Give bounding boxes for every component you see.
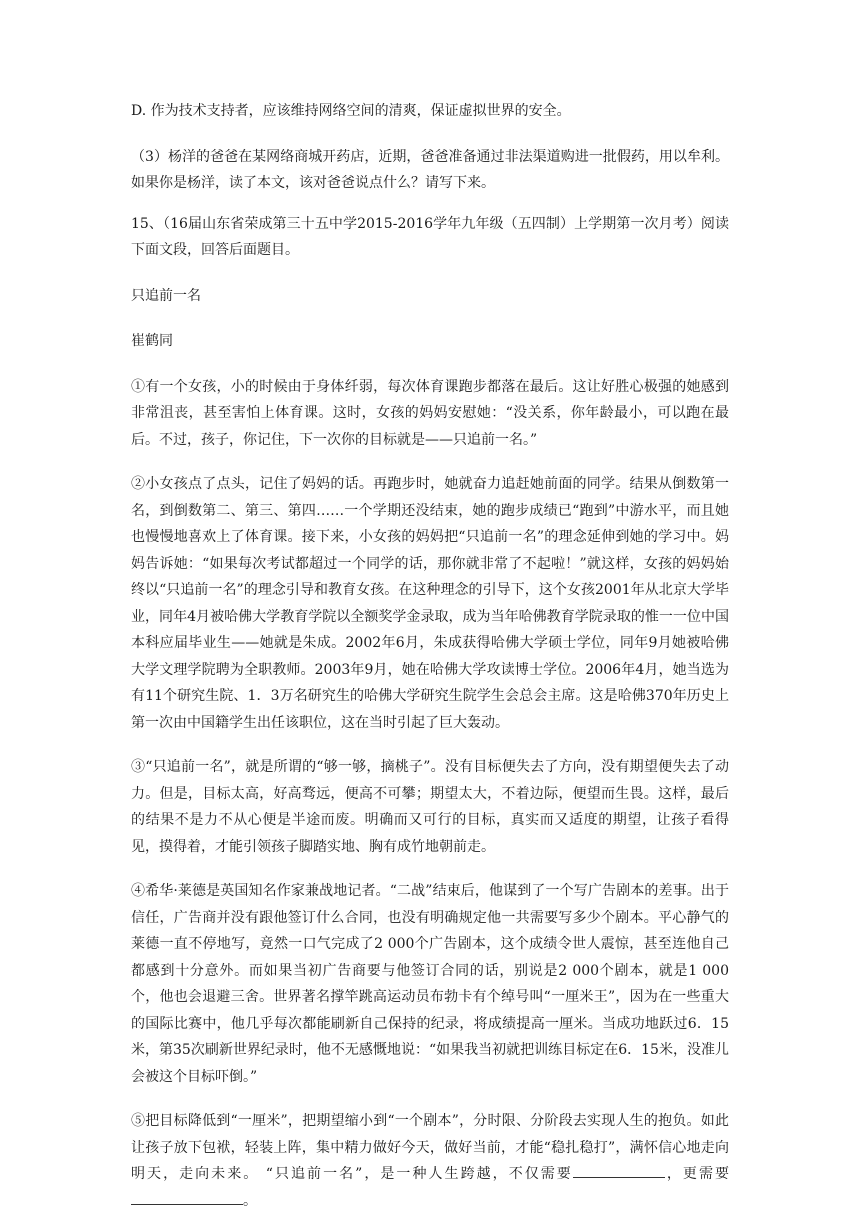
paragraph-4: ④希华·莱德是英国知名作家兼战地记者。“二战”结束后，他谋到了一个写广告剧本的差事。出于信任，广告商并没有跟他签订什么合同，也没有明确规定他一共需要写多少个剧本。平心静气的莱德一直不停地写，竟然一口气完成了2 000个广告剧本，这个成绩令世人震惊，甚至连他自己都感到十分意外。而如果当初广告商要与他签订合同的话，别说是2 000个剧本，就是1 000个，他也会退避三舍。世界著名撑竿跳高运动员布勃卡有个绰号叫“一厘米王”，因为在一些重大的国际比赛中，他几乎每次都能刷新自己保持的纪录，将成绩提高一厘米。当成功地跃过6．15米，第35次刷新世界纪录时，他不无感慨地说：“如果我当初就把训练目标定在6．15米，没准儿会被这个目标吓倒。” (131, 883, 729, 1085)
question-3: （3）杨洋的爸爸在某网络商城开药店，近期，爸爸准备通过非法渠道购进一批假药，用以牟利。如果你是杨洋，读了本文，该对爸爸说点什么？请写下来。 (131, 148, 729, 191)
document-page (131, 98, 729, 1232)
answer-blank-2[interactable] (131, 1188, 243, 1205)
paragraph-5-text-a: ⑤把目标降低到“一厘米”，把期望缩小到“一个剧本”，分时限、分阶段去实现人生的抱负。如此让孩子放下包袱，轻装上阵，集中精力做好今天，做好当前，才能“稳扎稳打”，满怀信心地走向明天，走向未来。 “只追前一名”，是一种人生跨越，不仅需要 (131, 1113, 729, 1182)
article-author: 崔鹤同 (131, 333, 173, 349)
paragraph-5-text-c: 。 (243, 1192, 257, 1209)
article-title: 只追前一名 (131, 287, 201, 304)
paragraph-1: ①有一个女孩，小的时候由于身体纤弱，每次体育课跑步都落在最后。这让好胜心极强的她感到非常沮丧，甚至害怕上体育课。这时，女孩的妈妈安慰她：“没关系，你年龄最小，可以跑在最后。不过，孩子，你记住，下一次你的目标就是——只追前一名。” (131, 378, 729, 448)
answer-blank-1[interactable] (573, 1161, 665, 1178)
paragraph-3: ③“只追前一名”，就是所谓的“够一够，摘桃子”。没有目标便失去了方向，没有期望便失去了动力。但是，目标太高，好高骛远，便高不可攀；期望太大，不着边际，便望而生畏。这样，最后的结果不是力不从心便是半途而废。明确而又可行的目标，真实而又适度的期望，让孩子看得见，摸得着，才能引领孩子脚踏实地、胸有成竹地朝前走。 (131, 759, 729, 855)
paragraph-5 (131, 1108, 729, 1214)
paragraph-2: ②小女孩点了点头，记住了妈妈的话。再跑步时，她就奋力追赶她前面的同学。结果从倒数第一名，到倒数第二、第三、第四……一个学期还没结束，她的跑步成绩已“跑到”中游水平，而且她也慢慢地喜欢上了体育课。接下来，小女孩的妈妈把“只追前一名”的理念延伸到她的学习中。妈妈告诉她：“如果每次考试都超过一个同学的话，那你就非常了不起啦！”就这样，女孩的妈妈始终以“只追前一名”的理念引导和教育女孩。在这种理念的引导下，这个女孩2001年从北京大学毕业，同年4月被哈佛大学教育学院以全额奖学金录取，成为当年哈佛教育学院录取的惟一一位中国本科应届毕业生——她就是朱成。2002年6月，朱成获得哈佛大学硕士学位，同年9月她被哈佛大学文理学院聘为全职教师。2003年9月，她在哈佛大学攻读博士学位。2006年4月，她当选为有11个研究生院、1．3万名研究生的哈佛大学研究生院学生会总会主席。这是哈佛370年历史上第一次由中国籍学生出任该职位，这在当时引起了巨大轰动。 (131, 476, 729, 731)
question-15: 15、（16届山东省荣成第三十五中学2015-2016学年九年级（五四制）上学期第一次月考）阅读下面文段，回答后面题目。 (131, 215, 729, 258)
paragraph-5-text-b: ，更需要 (664, 1166, 730, 1182)
option-d: D. 作为技术支持者，应该维持网络空间的清爽，保证虚拟世界的安全。 (131, 103, 571, 119)
